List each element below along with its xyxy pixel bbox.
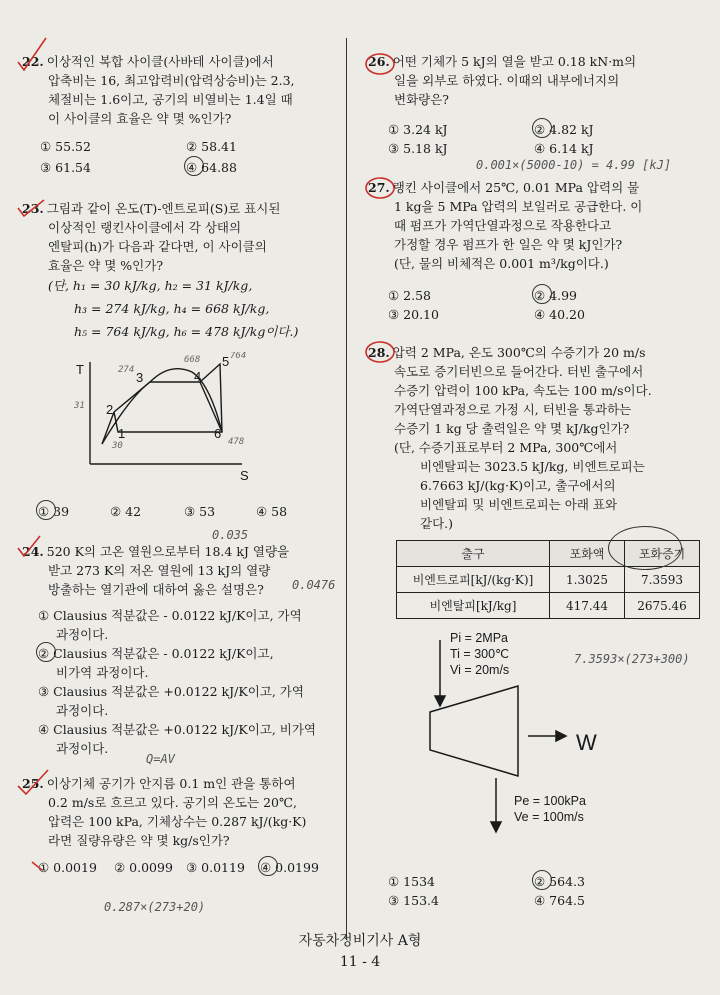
question-text: 0.2 m/s로 흐르고 있다. 공기의 온도는 20℃, xyxy=(48,795,297,810)
question-number: 24. xyxy=(22,544,44,559)
check-mark-icon xyxy=(18,770,48,794)
table-header: 출구 xyxy=(397,541,550,567)
given-line: h₃ = 274 kJ/kg, h₄ = 668 kJ/kg, xyxy=(74,301,270,316)
option-2[interactable]: ② 4.99 xyxy=(534,288,578,303)
table-header: 포화액 xyxy=(550,541,625,567)
handwritten-note: 0.287×(273+20) xyxy=(104,900,206,914)
question-number: 28. xyxy=(368,345,390,360)
question-number: 26. xyxy=(368,54,390,69)
check-mark-icon xyxy=(18,200,44,216)
question-number: 22. xyxy=(22,54,44,69)
given-line: h₅ = 764 kJ/kg, h₆ = 478 kJ/kg이다.) xyxy=(74,324,299,339)
option-1[interactable]: ① Clausius 적분값은 - 0.0122 kJ/K이고, 가역 xyxy=(38,608,302,623)
inlet-label: Pi = 2MPa xyxy=(450,631,509,645)
question-text: 비엔탈피 및 비엔트로피는 아래 표와 xyxy=(420,497,618,512)
question-text: (단, 수증기표로부터 2 MPa, 300℃에서 xyxy=(394,440,618,455)
option-2[interactable]: ② 564.3 xyxy=(534,874,585,889)
work-label: W xyxy=(576,730,597,755)
point-label: 1 xyxy=(118,426,126,441)
question-text: 가정할 경우 펌프가 한 일은 약 몇 kJ인가? xyxy=(394,237,623,252)
point-label: 5 xyxy=(222,354,230,369)
point-label: 6 xyxy=(214,426,222,441)
option-3[interactable]: ③ 61.54 xyxy=(40,160,91,175)
handwritten-note: 30 xyxy=(112,441,123,451)
red-circle-icon xyxy=(366,342,394,362)
option-1[interactable]: ① 0.0019 xyxy=(38,860,97,875)
question-text: 이상적인 랭킨사이클에서 각 상태의 xyxy=(48,220,242,235)
point-label: 3 xyxy=(136,370,144,385)
option-4[interactable]: ④ 58 xyxy=(256,504,288,519)
question-text: 이 사이클의 효율은 약 몇 %인가? xyxy=(48,111,232,126)
check-mark-icon xyxy=(18,536,40,556)
question-text: 압력은 100 kPa, 기체상수는 0.287 kJ/(kg·K) xyxy=(48,814,307,829)
check-mark-icon xyxy=(18,38,46,70)
option-2[interactable]: ② 42 xyxy=(110,504,142,519)
question-text: 엔탈피(h)가 다음과 같다면, 이 사이클의 xyxy=(48,239,267,254)
inlet-label: Ti = 300℃ xyxy=(450,647,510,661)
question-text: 변화량은? xyxy=(394,92,450,107)
question-text: 라면 질량유량은 약 몇 kg/s인가? xyxy=(48,833,230,848)
question-text: 수증기 1 kg 당 출력일은 약 몇 kJ/kg인가? xyxy=(394,421,630,436)
question-text: 압력 2 MPa, 온도 300℃의 수증기가 20 m/s xyxy=(392,345,646,360)
handwritten-note: 31 xyxy=(74,401,85,411)
check-mark-icon xyxy=(32,862,42,870)
question-text: 방출하는 열기관에 대하여 옳은 설명은? xyxy=(48,582,264,597)
question-text: 체절비는 1.6이고, 공기의 비열비는 1.4일 때 xyxy=(48,92,293,107)
question-text: 받고 273 K의 저온 열원에 13 kJ의 열량 xyxy=(48,563,271,578)
option-1[interactable]: ① 2.58 xyxy=(388,288,432,303)
table-cell: 비엔트로피[kJ/(kg·K)] xyxy=(397,567,550,593)
handwritten-note: 478 xyxy=(228,437,245,447)
question-text: 효율은 약 몇 %인가? xyxy=(48,258,164,273)
option-2[interactable]: ② Clausius 적분값은 - 0.0122 kJ/K이고, xyxy=(38,646,274,661)
outlet-label: Pe = 100kPa xyxy=(514,794,586,808)
option-3[interactable]: ③ Clausius 적분값은 +0.0122 kJ/K이고, 가역 xyxy=(38,684,304,699)
option-4[interactable]: ④ 0.0199 xyxy=(260,860,319,875)
handwritten-note: 7.3593×(273+300) xyxy=(574,652,690,666)
question-text: 520 K의 고온 열원으로부터 18.4 kJ 열량을 xyxy=(46,544,290,559)
option-3[interactable]: ③ 153.4 xyxy=(388,893,439,908)
question-text: 일을 외부로 하였다. 이때의 내부에너지의 xyxy=(394,73,620,88)
exam-title: 자동차정비기사 A형 xyxy=(298,933,422,949)
option-2[interactable]: ② 0.0099 xyxy=(114,860,173,875)
point-label: 4 xyxy=(194,369,202,384)
option-2-cont: 비가역 과정이다. xyxy=(56,665,149,680)
question-text: 이상적인 복합 사이클(사바테 사이클)에서 xyxy=(46,54,274,69)
table-cell: 417.44 xyxy=(550,593,625,619)
question-text: 수증기 압력이 100 kPa, 속도는 100 m/s이다. xyxy=(394,383,652,398)
s-axis-label: S xyxy=(240,468,249,482)
question-text: 때 펌프가 가역단열과정으로 작용한다고 xyxy=(394,218,612,233)
t-axis-label: T xyxy=(76,362,84,377)
handwritten-note: 274 xyxy=(118,365,135,375)
given-line: (단, h₁ = 30 kJ/kg, h₂ = 31 kJ/kg, xyxy=(48,278,253,293)
question-text: 이상기체 공기가 안지름 0.1 m인 관을 통하여 xyxy=(46,776,296,791)
option-2[interactable]: ② 58.41 xyxy=(186,139,237,154)
handwritten-note: 0.001×(5000-10) = 4.99 [kJ] xyxy=(476,158,672,172)
question-text: 6.7663 kJ/(kg·K)이고, 출구에서의 xyxy=(420,478,616,493)
option-3[interactable]: ③ 5.18 kJ xyxy=(388,141,448,156)
question-text: 가역단열과정으로 가정 시, 터빈을 통과하는 xyxy=(394,402,632,417)
question-text: (단, 물의 비체적은 0.001 m³/kg이다.) xyxy=(394,256,609,271)
option-1[interactable]: ① 39 xyxy=(38,504,70,519)
handwritten-note: 0.035 xyxy=(212,528,249,542)
option-1-cont: 과정이다. xyxy=(56,627,109,642)
table-cell: 2675.46 xyxy=(625,593,700,619)
option-3[interactable]: ③ 0.0119 xyxy=(186,860,245,875)
page-number: 11 - 4 xyxy=(339,954,381,970)
question-number: 27. xyxy=(368,180,390,195)
question-text: 속도로 증기터빈으로 들어간다. 터빈 출구에서 xyxy=(394,364,644,379)
option-3-cont: 과정이다. xyxy=(56,703,109,718)
option-2[interactable]: ② 4.82 kJ xyxy=(534,122,594,137)
handwritten-note: 764 xyxy=(230,352,247,361)
point-label: 2 xyxy=(106,402,114,417)
option-4[interactable]: ④ 64.88 xyxy=(186,160,237,175)
option-1[interactable]: ① 1534 xyxy=(388,874,435,889)
table-cell: 비엔탈피[kJ/kg] xyxy=(397,593,550,619)
option-4[interactable]: ④ Clausius 적분값은 +0.0122 kJ/K이고, 비가역 xyxy=(38,722,317,737)
inlet-label: Vi = 20m/s xyxy=(450,663,510,677)
question-text: 1 kg을 5 MPa 압력의 보일러로 공급한다. 이 xyxy=(394,199,643,214)
red-circle-icon xyxy=(366,54,394,74)
table-cell: 7.3593 xyxy=(625,567,700,593)
question-number: 23. xyxy=(22,201,44,216)
option-4-cont: 과정이다. xyxy=(56,741,109,756)
option-4[interactable]: ④ 40.20 xyxy=(534,307,585,322)
option-4[interactable]: ④ 764.5 xyxy=(534,893,585,908)
question-text: 같다.) xyxy=(420,516,454,531)
question-text: 어떤 기체가 5 kJ의 열을 받고 0.18 kN·m의 xyxy=(392,54,637,69)
option-3[interactable]: ③ 53 xyxy=(184,504,216,519)
table-cell: 1.3025 xyxy=(550,567,625,593)
question-text: 압축비는 16, 최고압력비(압력상승비)는 2.3, xyxy=(48,73,295,88)
question-number: 25. xyxy=(22,776,44,791)
handwritten-note: Q=AV xyxy=(146,752,175,766)
question-text: 비엔탈피는 3023.5 kJ/kg, 비엔트로피는 xyxy=(420,459,645,474)
option-4[interactable]: ④ 6.14 kJ xyxy=(534,141,594,156)
option-1[interactable]: ① 3.24 kJ xyxy=(388,122,448,137)
handwritten-note: 668 xyxy=(184,355,201,365)
question-text: 랭킨 사이클에서 25℃, 0.01 MPa 압력의 물 xyxy=(392,180,640,195)
outlet-label: Ve = 100m/s xyxy=(514,810,584,824)
option-3[interactable]: ③ 20.10 xyxy=(388,307,439,322)
handwritten-note: 0.0476 xyxy=(292,578,336,592)
option-1[interactable]: ① 55.52 xyxy=(40,139,91,154)
table-header: 포화증기 xyxy=(625,541,700,567)
red-circle-icon xyxy=(366,178,394,198)
question-text: 그림과 같이 온도(T)-엔트로피(S)로 표시된 xyxy=(46,201,281,216)
